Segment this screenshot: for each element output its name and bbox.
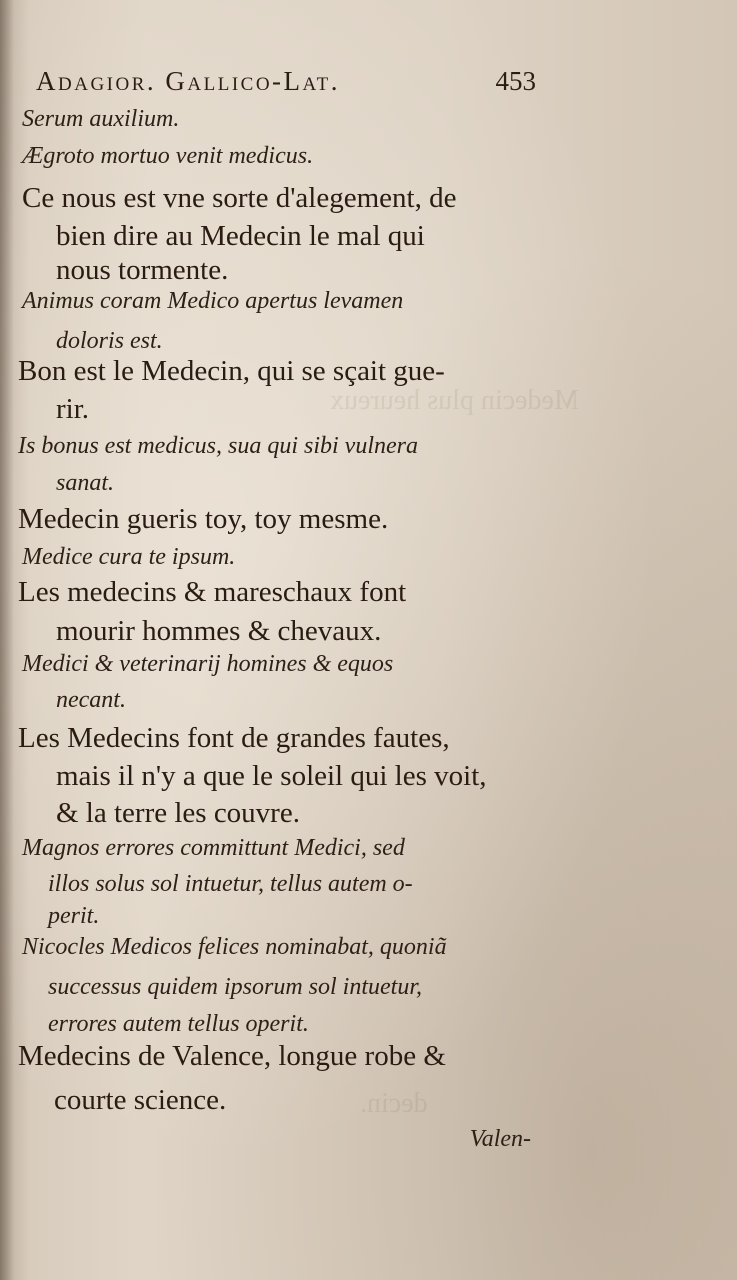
latin-line: perit. [48, 903, 100, 929]
latin-line: Medici & veterinarij homines & equos [22, 651, 394, 677]
french-line: bien dire au Medecin le mal qui [56, 220, 425, 252]
french-line: Les Medecins font de grandes fautes, [18, 722, 450, 754]
french-line: rir. [56, 393, 90, 425]
latin-line: sanat. [56, 470, 115, 496]
french-line: courte science. [54, 1084, 227, 1116]
latin-line: errores autem tellus operit. [48, 1011, 309, 1037]
latin-line: Serum auxilium. [22, 106, 180, 132]
french-line: & la terre les couvre. [56, 797, 300, 829]
french-line: Ce nous est vne sorte d'alegement, de [22, 182, 457, 214]
latin-line: Is bonus est medicus, sua qui sibi vulnera [18, 433, 418, 459]
latin-line: successus quidem ipsorum sol intuetur, [48, 974, 422, 1000]
french-line: mourir hommes & chevaux. [56, 615, 382, 647]
latin-line: illos solus sol intuetur, tellus autem o- [48, 871, 413, 897]
page-number: 453 [495, 66, 536, 96]
french-line: nous tormente. [56, 254, 229, 286]
latin-line: necant. [56, 687, 126, 713]
catchword: Valen- [469, 1126, 531, 1152]
latin-line: Medice cura te ipsum. [22, 544, 236, 570]
latin-line: Nicocles Medicos felices nominabat, quoniã [22, 934, 447, 960]
show-through-text: decin. [360, 1088, 428, 1119]
latin-line: Ægroto mortuo venit medicus. [22, 143, 314, 169]
french-line: Les medecins & mareschaux font [18, 576, 407, 608]
latin-line: Magnos errores committunt Medici, sed [22, 835, 405, 861]
latin-line: doloris est. [56, 328, 163, 354]
latin-line: Animus coram Medico apertus levamen [22, 288, 404, 314]
french-line: Bon est le Medecin, qui se sçait gue- [18, 355, 445, 387]
running-title: Adagior. Gallico-Lat. [36, 66, 340, 96]
french-line: mais il n'y a que le soleil qui les voit, [56, 760, 487, 792]
french-line: Medecins de Valence, longue robe & [18, 1040, 446, 1072]
french-line: Medecin gueris toy, toy mesme. [18, 503, 389, 535]
running-header [36, 66, 536, 100]
show-through-text: Medecin plus heureux [330, 385, 579, 416]
gutter-shadow [0, 0, 14, 1280]
